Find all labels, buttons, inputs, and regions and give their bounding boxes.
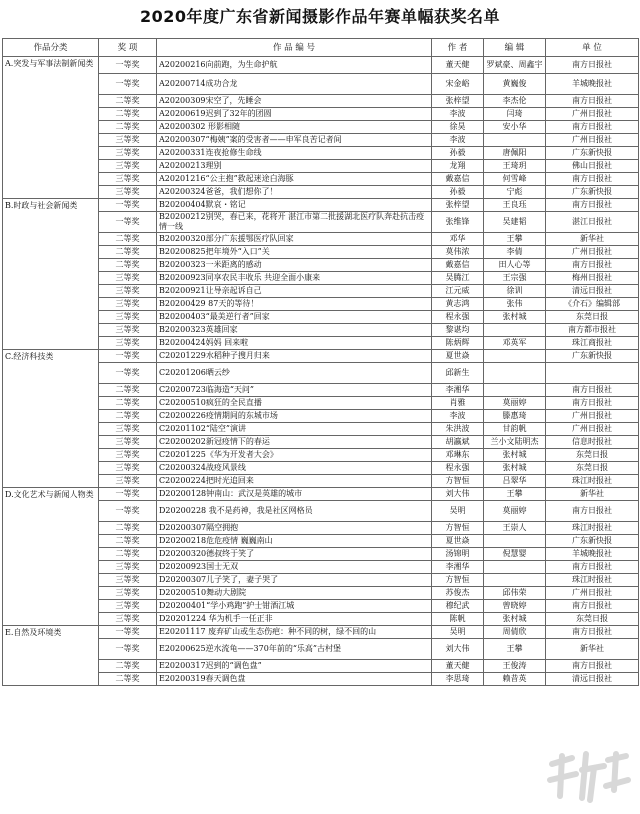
editor-cell: 王宗强: [484, 272, 546, 285]
author-cell: 黄志鸿: [432, 298, 484, 311]
author-cell: 肖雅: [432, 397, 484, 410]
table-row: [3, 233, 639, 246]
author-cell: 汤锦明: [432, 548, 484, 561]
editor-cell: 张村城: [484, 462, 546, 475]
award-cell: 三等奖: [99, 298, 157, 311]
work-cell: A20200216向前跑，为生命护航: [157, 57, 432, 74]
table-row: [3, 613, 639, 626]
author-cell: 方智恒: [432, 574, 484, 587]
document-title: 2020年度广东省新闻摄影作品年赛单幅获奖名单: [139, 7, 501, 26]
author-cell: 方智恒: [432, 475, 484, 488]
author-cell: 吴明: [432, 501, 484, 522]
award-cell: 三等奖: [99, 147, 157, 160]
work-cell: A20200619迟到了32年的团圆: [157, 108, 432, 121]
awards-table: [2, 38, 639, 686]
award-cell: 一等奖: [99, 350, 157, 363]
table-row: [3, 121, 639, 134]
work-cell: B20200403“最美逆行者”回家: [157, 311, 432, 324]
award-cell: 二等奖: [99, 660, 157, 673]
author-cell: 吴腾江: [432, 272, 484, 285]
header-award: 奖 项: [99, 39, 157, 57]
award-cell: 二等奖: [99, 522, 157, 535]
editor-cell: 安小华: [484, 121, 546, 134]
unit-cell: 广州日报社: [546, 134, 639, 147]
work-cell: A20200307“梅姨”案的受害者——申军良苦记者间: [157, 134, 432, 147]
work-cell: C20200226疫情期间的东城市场: [157, 410, 432, 423]
table-row: [3, 311, 639, 324]
award-cell: 二等奖: [99, 397, 157, 410]
award-cell: 二等奖: [99, 673, 157, 686]
category-cell: E.自然及环境类: [3, 626, 99, 686]
award-cell: 三等奖: [99, 272, 157, 285]
award-cell: 三等奖: [99, 613, 157, 626]
editor-cell: 王攀: [484, 488, 546, 501]
unit-cell: 清远日报社: [546, 673, 639, 686]
editor-cell: 邓英军: [484, 337, 546, 350]
header-category: 作品分类: [3, 39, 99, 57]
work-cell: A20200714成功合龙: [157, 74, 432, 95]
award-cell: 三等奖: [99, 561, 157, 574]
table-row: [3, 186, 639, 199]
author-cell: 朱洪波: [432, 423, 484, 436]
award-cell: 三等奖: [99, 285, 157, 298]
editor-cell: 黄巍俊: [484, 74, 546, 95]
author-cell: 孙毅: [432, 186, 484, 199]
editor-cell: 曾晓婷: [484, 600, 546, 613]
award-cell: 三等奖: [99, 449, 157, 462]
table-row: [3, 57, 639, 74]
editor-cell: [484, 350, 546, 363]
editor-cell: [484, 561, 546, 574]
unit-cell: 南方日报社: [546, 501, 639, 522]
work-cell: B20200404默哀・铭记: [157, 199, 432, 212]
table-row: [3, 522, 639, 535]
work-cell: A20200213理别: [157, 160, 432, 173]
award-cell: 二等奖: [99, 246, 157, 259]
table-row: [3, 199, 639, 212]
unit-cell: 新华社: [546, 233, 639, 246]
table-row: [3, 462, 639, 475]
award-cell: 二等奖: [99, 535, 157, 548]
editor-cell: 莫丽婷: [484, 501, 546, 522]
unit-cell: 珠江时报社: [546, 475, 639, 488]
award-cell: 三等奖: [99, 186, 157, 199]
unit-cell: 东莞日报: [546, 449, 639, 462]
author-cell: 吴明: [432, 626, 484, 639]
unit-cell: 南方日报社: [546, 600, 639, 613]
unit-cell: 南方日报社: [546, 199, 639, 212]
table-row: [3, 285, 639, 298]
author-cell: 孙毅: [432, 147, 484, 160]
editor-cell: 李杰伦: [484, 95, 546, 108]
author-cell: 宋金峪: [432, 74, 484, 95]
unit-cell: 信息时报社: [546, 436, 639, 449]
table-row: [3, 639, 639, 660]
table-row: [3, 95, 639, 108]
author-cell: 董天健: [432, 660, 484, 673]
award-cell: 一等奖: [99, 639, 157, 660]
work-cell: D20200228 我不是药神，我是社区网格员: [157, 501, 432, 522]
table-row: [3, 259, 639, 272]
author-cell: 张梓望: [432, 199, 484, 212]
author-cell: 刘大伟: [432, 639, 484, 660]
work-cell: C20200202新冠疫情下的春运: [157, 436, 432, 449]
author-cell: 陈炳辉: [432, 337, 484, 350]
editor-cell: 甘韵帆: [484, 423, 546, 436]
award-cell: 三等奖: [99, 160, 157, 173]
editor-cell: [484, 535, 546, 548]
editor-cell: 张村城: [484, 613, 546, 626]
author-cell: 胡瀛斌: [432, 436, 484, 449]
work-cell: A20201216“公主抱”救起迷途白海豚: [157, 173, 432, 186]
editor-cell: 李倩: [484, 246, 546, 259]
work-cell: D20200320德叔终于笑了: [157, 548, 432, 561]
award-cell: 二等奖: [99, 259, 157, 272]
table-row: [3, 363, 639, 384]
table-row: [3, 324, 639, 337]
unit-cell: 珠江时报社: [546, 522, 639, 535]
table-row: [3, 410, 639, 423]
award-cell: 三等奖: [99, 173, 157, 186]
author-cell: 程永强: [432, 462, 484, 475]
award-cell: 二等奖: [99, 384, 157, 397]
work-cell: C20201206晒云纱: [157, 363, 432, 384]
award-cell: 一等奖: [99, 74, 157, 95]
unit-cell: 东莞日报: [546, 311, 639, 324]
table-row: [3, 561, 639, 574]
unit-cell: 广东新快报: [546, 535, 639, 548]
work-cell: B20200923同享农民丰收乐 共迎全面小康来: [157, 272, 432, 285]
unit-cell: 湛江日报社: [546, 212, 639, 233]
author-cell: 李波: [432, 108, 484, 121]
table-row: [3, 134, 639, 147]
award-cell: 三等奖: [99, 574, 157, 587]
table-row: [3, 298, 639, 311]
award-cell: 一等奖: [99, 212, 157, 233]
table-row: [3, 501, 639, 522]
author-cell: 莫伟浓: [432, 246, 484, 259]
table-row: [3, 436, 639, 449]
work-cell: A20200309宋空了，先睡会: [157, 95, 432, 108]
work-cell: E20201117 废弃矿山或生态伤疤：种不同的树，绿不回的山: [157, 626, 432, 639]
work-cell: B20200429 87天的等待！: [157, 298, 432, 311]
work-cell: A20200331连夜抢修生命线: [157, 147, 432, 160]
category-cell: B.时政与社会新闻类: [3, 199, 99, 350]
unit-cell: 南方日报社: [546, 660, 639, 673]
editor-cell: 邱伟荣: [484, 587, 546, 600]
award-cell: 二等奖: [99, 233, 157, 246]
work-cell: B20200921让导亲起诉自己: [157, 285, 432, 298]
author-cell: 苏俊杰: [432, 587, 484, 600]
author-cell: 刘大伟: [432, 488, 484, 501]
author-cell: 李波: [432, 134, 484, 147]
award-cell: 三等奖: [99, 587, 157, 600]
unit-cell: 新华社: [546, 639, 639, 660]
unit-cell: 南方日报社: [546, 121, 639, 134]
author-cell: 李思琦: [432, 673, 484, 686]
author-cell: 龙翔: [432, 160, 484, 173]
editor-cell: 滕惠琦: [484, 410, 546, 423]
work-cell: D20200128钟南山：武汉是英雄的城市: [157, 488, 432, 501]
editor-cell: [484, 363, 546, 384]
table-row: [3, 475, 639, 488]
editor-cell: 周倩欣: [484, 626, 546, 639]
editor-cell: 罗斌豪、周鑫宇: [484, 57, 546, 74]
work-cell: D20200510舞动大剧院: [157, 587, 432, 600]
award-cell: 三等奖: [99, 423, 157, 436]
table-header-row: [3, 39, 639, 57]
unit-cell: 南方日报社: [546, 561, 639, 574]
author-cell: 夏世焱: [432, 535, 484, 548]
work-cell: E20200625逆水流龟——370年前的“乐高”古村堡: [157, 639, 432, 660]
category-cell: D.文化艺术与新闻人物类: [3, 488, 99, 626]
award-cell: 三等奖: [99, 475, 157, 488]
table-row: [3, 337, 639, 350]
editor-cell: 王琦玥: [484, 160, 546, 173]
table-row: [3, 384, 639, 397]
unit-cell: 广东新快报: [546, 186, 639, 199]
editor-cell: 张伟: [484, 298, 546, 311]
award-cell: 二等奖: [99, 108, 157, 121]
category-cell: A.突发与军事法制新闻类: [3, 57, 99, 199]
work-cell: B20200320部分广东援鄂医疗队回家: [157, 233, 432, 246]
author-cell: 张维锋: [432, 212, 484, 233]
award-cell: 一等奖: [99, 363, 157, 384]
editor-cell: 王良珏: [484, 199, 546, 212]
header-unit: 单 位: [546, 39, 639, 57]
editor-cell: 吴建韬: [484, 212, 546, 233]
unit-cell: 东莞日报: [546, 613, 639, 626]
unit-cell: 清远日报社: [546, 285, 639, 298]
table-row: [3, 173, 639, 186]
table-row: [3, 574, 639, 587]
unit-cell: 南方日报社: [546, 95, 639, 108]
table-row: [3, 147, 639, 160]
work-cell: B20200323一米距离的感动: [157, 259, 432, 272]
unit-cell: 珠江时报社: [546, 574, 639, 587]
author-cell: 穆纪武: [432, 600, 484, 613]
work-cell: B20200424妈妈 回来啦: [157, 337, 432, 350]
author-cell: 夏世焱: [432, 350, 484, 363]
table-row: [3, 600, 639, 613]
work-cell: E20200319春天调色盘: [157, 673, 432, 686]
editor-cell: 何雪峰: [484, 173, 546, 186]
unit-cell: 南方日报社: [546, 384, 639, 397]
editor-cell: [484, 574, 546, 587]
work-cell: C20201229水稻种子搜月归来: [157, 350, 432, 363]
unit-cell: 广州日报社: [546, 410, 639, 423]
editor-cell: [484, 384, 546, 397]
award-cell: 三等奖: [99, 600, 157, 613]
unit-cell: 南方都市报社: [546, 324, 639, 337]
work-cell: D20201224 华为机手一任正非: [157, 613, 432, 626]
work-cell: E20200317迟到的“调色盘”: [157, 660, 432, 673]
work-cell: C20201102“陆空”演讲: [157, 423, 432, 436]
unit-cell: 广东新快报: [546, 147, 639, 160]
table-row: [3, 74, 639, 95]
editor-cell: 宁彪: [484, 186, 546, 199]
work-cell: B20200323英雄回家: [157, 324, 432, 337]
award-cell: 一等奖: [99, 57, 157, 74]
work-cell: C20200510疯狂的全民直播: [157, 397, 432, 410]
work-cell: D20200307儿子笑了，妻子哭了: [157, 574, 432, 587]
editor-cell: 唐佩阳: [484, 147, 546, 160]
work-cell: D20200401“学小鸡跑”护士钳酒江城: [157, 600, 432, 613]
unit-cell: 佛山日报社: [546, 160, 639, 173]
unit-cell: 广州日报社: [546, 423, 639, 436]
author-cell: 戴嘉信: [432, 173, 484, 186]
table-row: [3, 488, 639, 501]
unit-cell: [546, 363, 639, 384]
author-cell: 李湘华: [432, 384, 484, 397]
unit-cell: 羊城晚报社: [546, 74, 639, 95]
editor-cell: 莫丽婷: [484, 397, 546, 410]
unit-cell: 新华社: [546, 488, 639, 501]
newspaper-watermark-logo: [542, 746, 632, 808]
editor-cell: 王俊涛: [484, 660, 546, 673]
editor-cell: 王崇人: [484, 522, 546, 535]
award-cell: 三等奖: [99, 462, 157, 475]
table-row: [3, 423, 639, 436]
table-row: [3, 587, 639, 600]
table-row: [3, 673, 639, 686]
award-cell: 一等奖: [99, 626, 157, 639]
author-cell: 黎谌均: [432, 324, 484, 337]
author-cell: 邓琳东: [432, 449, 484, 462]
table-row: [3, 350, 639, 363]
award-cell: 二等奖: [99, 410, 157, 423]
award-cell: 三等奖: [99, 436, 157, 449]
editor-cell: 赖昔英: [484, 673, 546, 686]
editor-cell: 王攀: [484, 639, 546, 660]
work-cell: B20200212别哭，春已来，花将开 湛江市第二批援湖北医疗队奔赴抗击疫情一线: [157, 212, 432, 233]
table-row: [3, 535, 639, 548]
header-author: 作 者: [432, 39, 484, 57]
author-cell: 董天健: [432, 57, 484, 74]
editor-cell: 张村城: [484, 311, 546, 324]
work-cell: D20200923国士无双: [157, 561, 432, 574]
header-work: 作 品 编 号: [157, 39, 432, 57]
unit-cell: 梅州日报社: [546, 272, 639, 285]
work-cell: A20200302 形影相随: [157, 121, 432, 134]
unit-cell: 南方日报社: [546, 57, 639, 74]
award-cell: 一等奖: [99, 501, 157, 522]
work-cell: B20200825把年境外“入口”关: [157, 246, 432, 259]
award-cell: 二等奖: [99, 548, 157, 561]
editor-cell: [484, 324, 546, 337]
unit-cell: 南方日报社: [546, 626, 639, 639]
unit-cell: 南方日报社: [546, 173, 639, 186]
unit-cell: 羊城晚报社: [546, 548, 639, 561]
work-cell: C20200324战疫风景线: [157, 462, 432, 475]
unit-cell: 广东新快报: [546, 350, 639, 363]
award-cell: 三等奖: [99, 324, 157, 337]
author-cell: 徐昊: [432, 121, 484, 134]
editor-cell: 徐训: [484, 285, 546, 298]
table-body: [3, 57, 639, 686]
table-row: [3, 246, 639, 259]
award-cell: 三等奖: [99, 337, 157, 350]
table-row: [3, 108, 639, 121]
unit-cell: 南方日报社: [546, 259, 639, 272]
editor-cell: 倪慧婴: [484, 548, 546, 561]
category-cell: C.经济科技类: [3, 350, 99, 488]
work-cell: D20200218危危疫情 巍巍南山: [157, 535, 432, 548]
work-cell: D20200307隔空拥抱: [157, 522, 432, 535]
unit-cell: 南方日报社: [546, 397, 639, 410]
work-cell: C20200224把时光追回来: [157, 475, 432, 488]
unit-cell: 东莞日报: [546, 462, 639, 475]
author-cell: 邓华: [432, 233, 484, 246]
author-cell: 李波: [432, 410, 484, 423]
unit-cell: 广州日报社: [546, 246, 639, 259]
award-cell: 三等奖: [99, 311, 157, 324]
table-row: [3, 397, 639, 410]
header-editor: 编 辑: [484, 39, 546, 57]
editor-cell: 张村城: [484, 449, 546, 462]
table-row: [3, 449, 639, 462]
editor-cell: 王攀: [484, 233, 546, 246]
table-row: [3, 160, 639, 173]
award-cell: 二等奖: [99, 121, 157, 134]
award-cell: 二等奖: [99, 95, 157, 108]
award-cell: 一等奖: [99, 199, 157, 212]
table-row: [3, 626, 639, 639]
table-row: [3, 548, 639, 561]
editor-cell: 田人心等: [484, 259, 546, 272]
award-cell: 一等奖: [99, 488, 157, 501]
editor-cell: 吕翠华: [484, 475, 546, 488]
author-cell: 程永强: [432, 311, 484, 324]
author-cell: 江元威: [432, 285, 484, 298]
unit-cell: 广州日报社: [546, 587, 639, 600]
work-cell: C20200723临海造“天问”: [157, 384, 432, 397]
unit-cell: 珠江商报社: [546, 337, 639, 350]
table-row: [3, 660, 639, 673]
unit-cell: 《介石》编辑部: [546, 298, 639, 311]
author-cell: 邱新生: [432, 363, 484, 384]
author-cell: 戴嘉信: [432, 259, 484, 272]
award-cell: 三等奖: [99, 134, 157, 147]
table-row: [3, 212, 639, 233]
author-cell: 李湘华: [432, 561, 484, 574]
work-cell: A20200324爸爸，我们想你了！: [157, 186, 432, 199]
table-row: [3, 272, 639, 285]
author-cell: 方智恒: [432, 522, 484, 535]
work-cell: C20201225《华为开发者大会》: [157, 449, 432, 462]
editor-cell: 闫琦: [484, 108, 546, 121]
author-cell: 陈帆: [432, 613, 484, 626]
unit-cell: 广州日报社: [546, 108, 639, 121]
author-cell: 张梓望: [432, 95, 484, 108]
editor-cell: 兰小文陆明杰: [484, 436, 546, 449]
editor-cell: [484, 134, 546, 147]
